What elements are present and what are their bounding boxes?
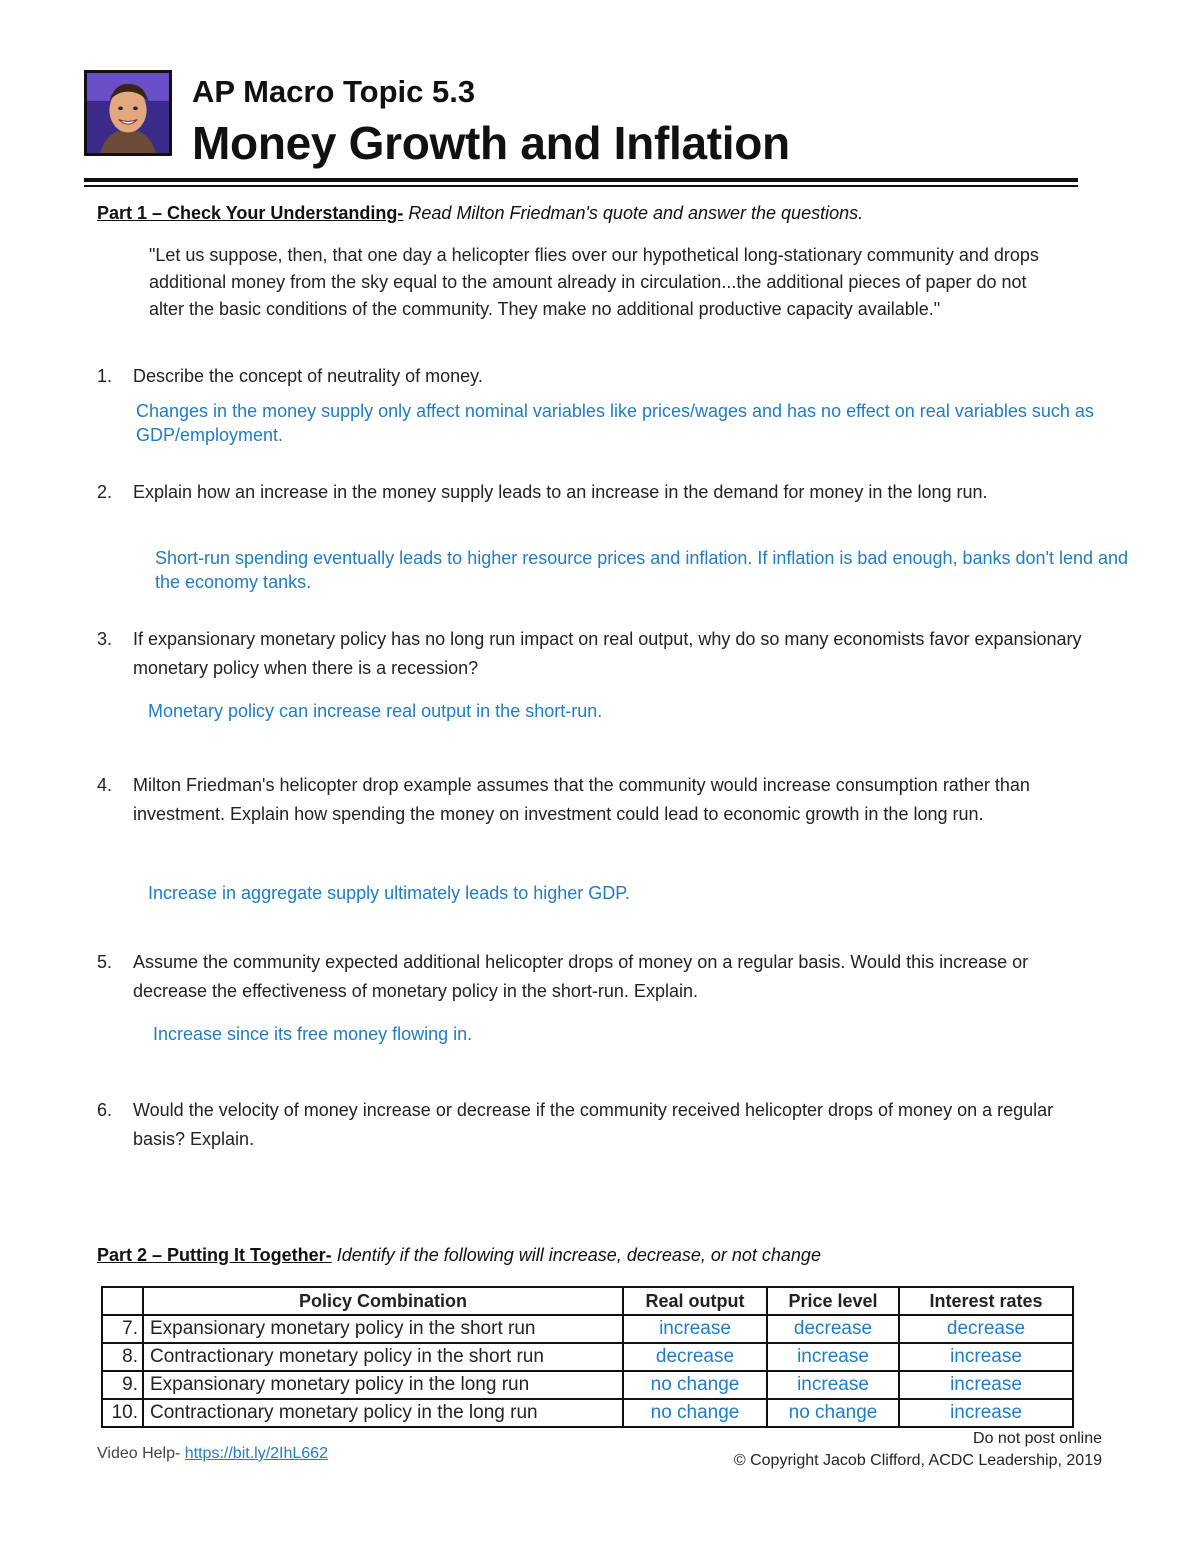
friedman-quote: "Let us suppose, then, that one day a helicopter flies over our hypothetical long-stationary community and drops additional money from the sky equal to the amount already in circulation...the additional pieces of paper do not alter the basic conditions of the community. They make no additional productive capacity available." — [149, 245, 1039, 319]
table-row — [102, 1371, 1073, 1399]
answer-5: Increase since its free money flowing in. — [153, 1024, 473, 1044]
price-level-answer: increase — [767, 1343, 899, 1371]
part2-instruction: Identify if the following will increase, decrease, or not change — [331, 1245, 821, 1265]
author-avatar — [84, 70, 172, 156]
copyright-text: © Copyright Jacob Clifford, ACDC Leadership, 2019 — [733, 1452, 1102, 1469]
column-header-real-output: Real output — [623, 1287, 767, 1315]
question-number: 2. — [97, 482, 113, 502]
question-text: Explain how an increase in the money supply leads to an increase in the demand for money in the long run. — [133, 482, 988, 502]
part1-instruction: Read Milton Friedman's quote and answer the questions. — [403, 203, 864, 223]
question-5 — [97, 948, 1077, 1006]
interest-rates-answer: increase — [899, 1371, 1073, 1399]
question-text: Would the velocity of money increase or decrease if the community received helicopter drops of money on a regular basis? Explain. — [133, 1100, 1054, 1149]
question-text: If expansionary monetary policy has no long run impact on real output, why do so many economists favor expansionary monetary policy when there is a recession? — [133, 629, 1082, 678]
question-text: Milton Friedman's helicopter drop example assumes that the community would increase consumption rather than investment. Explain how spending the money on investment could lead to economic growth in the long run. — [133, 775, 1030, 824]
question-text: Assume the community expected additional helicopter drops of money on a regular basis. Would this increase or decrease the effectiveness of monetary policy in the short-run. Explain. — [133, 952, 1029, 1001]
policy-cell: Contractionary monetary policy in the short run — [143, 1343, 623, 1371]
question-4 — [97, 771, 1097, 829]
question-number: 6. — [97, 1100, 113, 1120]
price-level-answer: decrease — [767, 1315, 899, 1343]
row-number: 7. — [102, 1315, 143, 1343]
part1-heading: Part 1 – Check Your Understanding- — [97, 203, 404, 223]
row-number: 8. — [102, 1343, 143, 1371]
real-output-answer: no change — [623, 1371, 767, 1399]
question-number: 1. — [97, 366, 113, 386]
footer-notice — [734, 1428, 1102, 1472]
page-title: Money Growth and Inflation — [192, 117, 790, 169]
question-text: Describe the concept of neutrality of money. — [133, 366, 483, 386]
header-divider-thick — [84, 178, 1078, 182]
column-header-price-level: Price level — [767, 1287, 899, 1315]
header-divider-thin — [84, 185, 1078, 187]
topic-label: AP Macro Topic 5.3 — [192, 74, 476, 109]
table-row — [102, 1315, 1073, 1343]
question-3 — [97, 625, 1097, 683]
policy-cell: Contractionary monetary policy in the long run — [143, 1399, 623, 1427]
question-1 — [97, 362, 1097, 391]
part2-heading-row — [97, 1245, 821, 1266]
policy-table — [101, 1286, 1074, 1428]
answer-3: Monetary policy can increase real output in the short-run. — [148, 701, 603, 721]
answer-2: Short-run spending eventually leads to higher resource prices and inflation. If inflation is bad enough, banks don't lend and the economy tanks. — [155, 548, 1129, 592]
interest-rates-answer: increase — [899, 1343, 1073, 1371]
part1-heading-row — [97, 203, 863, 224]
interest-rates-answer: decrease — [899, 1315, 1073, 1343]
policy-cell: Expansionary monetary policy in the long run — [143, 1371, 623, 1399]
real-output-answer: increase — [623, 1315, 767, 1343]
question-2 — [97, 478, 1077, 507]
question-number: 3. — [97, 629, 113, 649]
price-level-answer: increase — [767, 1371, 899, 1399]
answer-4: Increase in aggregate supply ultimately leads to higher GDP. — [148, 883, 630, 903]
part2-heading: Part 2 – Putting It Together- — [97, 1245, 332, 1265]
video-help-link[interactable]: https://bit.ly/2IhL662 — [184, 1445, 328, 1462]
real-output-answer: decrease — [623, 1343, 767, 1371]
real-output-answer: no change — [623, 1399, 767, 1427]
avatar-portrait-icon — [87, 73, 169, 153]
row-number: 10. — [102, 1399, 143, 1427]
do-not-post-notice: Do not post online — [973, 1430, 1102, 1447]
question-6 — [97, 1096, 1077, 1154]
table-row — [102, 1399, 1073, 1427]
column-header-interest-rates: Interest rates — [899, 1287, 1073, 1315]
column-header-policy: Policy Combination — [143, 1287, 623, 1315]
column-header-number — [102, 1287, 143, 1315]
table-header-row — [102, 1287, 1073, 1315]
question-number: 5. — [97, 952, 113, 972]
interest-rates-answer: increase — [899, 1399, 1073, 1427]
question-number: 4. — [97, 775, 113, 795]
video-help-label: Video Help- — [97, 1445, 185, 1462]
table-row — [102, 1343, 1073, 1371]
video-help — [97, 1445, 328, 1463]
row-number: 9. — [102, 1371, 143, 1399]
price-level-answer: no change — [767, 1399, 899, 1427]
policy-cell: Expansionary monetary policy in the short run — [143, 1315, 623, 1343]
answer-1: Changes in the money supply only affect nominal variables like prices/wages and has no effect on real variables such as GDP/employment. — [136, 401, 1094, 445]
